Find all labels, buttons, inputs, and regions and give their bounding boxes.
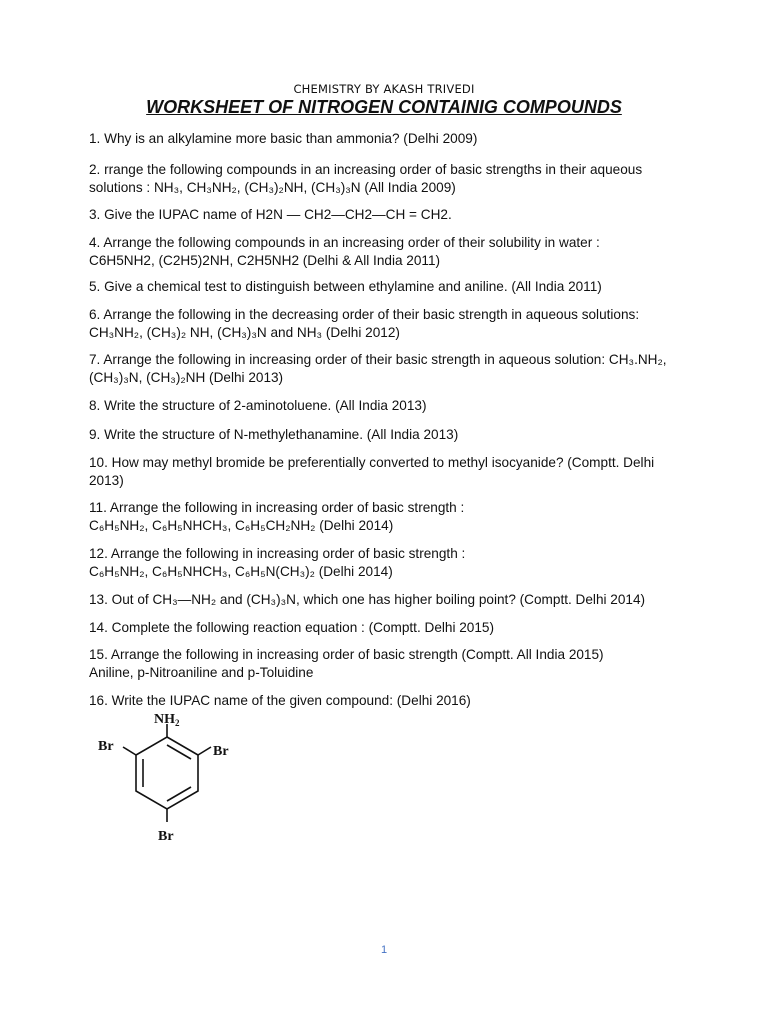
question-6: [89, 306, 689, 342]
question-text-continued: CH₃NH₂, (CH₃)₂ NH, (CH₃)₃N and NH₃ (Delhi 2012): [89, 325, 400, 340]
bromo-bond-left: [123, 747, 136, 755]
question-text: 15. Arrange the following in increasing order of basic strength (Comptt. All India 2015): [89, 647, 604, 662]
benzene-ring: [123, 724, 211, 822]
question-text-continued: C6H5NH2, (C2H5)2NH, C2H5NH2 (Delhi & All India 2011): [89, 253, 441, 268]
question-15: [89, 646, 689, 682]
bromo-bond-right: [198, 747, 211, 755]
question-text: 8. Write the structure of 2-aminotoluene. (All India 2013): [89, 398, 427, 413]
question-text-continued: solutions : NH₃, CH₃NH₂, (CH₃)₂NH, (CH₃)₃N (All India 2009): [89, 180, 456, 195]
question-text: 4. Arrange the following compounds in an increasing order of their solubility in water :: [89, 235, 600, 250]
amino-label: $NH_2$: [154, 712, 180, 728]
bromo-label-left: Br: [98, 739, 114, 754]
question-text: 10. How may methyl bromide be preferentially converted to methyl isocyanide? (Comptt. Delhi: [89, 455, 655, 470]
question-14: [89, 619, 689, 637]
question-16: [89, 692, 689, 710]
question-text-continued: C₆H₅NH₂, C₆H₅NHCH₃, C₆H₅N(CH₃)₂ (Delhi 2014): [89, 564, 393, 579]
question-text: 7. Arrange the following in increasing order of their basic strength in aqueous solution: CH₃.NH₂,: [89, 352, 667, 367]
question-7: [89, 351, 689, 387]
question-3: [89, 206, 689, 224]
bromo-label-bottom: Br: [158, 829, 174, 844]
question-text: 1. Why is an alkylamine more basic than ammonia? (Delhi 2009): [89, 131, 478, 146]
question-text-continued: (CH₃)₃N, (CH₃)₂NH (Delhi 2013): [89, 370, 284, 385]
page-number: 1: [380, 944, 388, 956]
question-4: [89, 234, 689, 270]
question-10: [89, 454, 689, 490]
question-text: 12. Arrange the following in increasing order of basic strength :: [89, 546, 466, 561]
question-text: 6. Arrange the following in the decreasing order of their basic strength in aqueous solutions:: [89, 307, 640, 322]
question-text: 14. Complete the following reaction equation : (Comptt. Delhi 2015): [89, 620, 495, 635]
question-text: 2. rrange the following compounds in an increasing order of basic strengths in their aqueous: [89, 162, 643, 177]
tribromoaniline-structure: [92, 712, 252, 852]
question-text: 13. Out of CH₃—NH₂ and (CH₃)₃N, which one has higher boiling point? (Comptt. Delhi 2014): [89, 592, 646, 607]
question-text: 3. Give the IUPAC name of H2N — CH2—CH2—CH = CH2.: [89, 207, 452, 222]
question-text: 9. Write the structure of N-methylethanamine. (All India 2013): [89, 427, 459, 442]
question-text-continued: Aniline, p-Nitroaniline and p-Toluidine: [89, 665, 314, 680]
question-12: [89, 545, 689, 581]
question-text: 16. Write the IUPAC name of the given compound: (Delhi 2016): [89, 693, 471, 708]
question-11: [89, 499, 689, 535]
question-9: [89, 426, 689, 444]
question-1: [89, 130, 689, 148]
question-text: 11. Arrange the following in increasing order of basic strength :: [89, 500, 465, 515]
question-2: [89, 161, 689, 197]
question-5: [89, 278, 689, 296]
question-13: [89, 591, 689, 609]
question-text: 5. Give a chemical test to distinguish between ethylamine and aniline. (All India 2011): [89, 279, 602, 294]
bromo-label-right: Br: [213, 744, 229, 759]
question-8: [89, 397, 689, 415]
author-line: CHEMISTRY BY AKASH TRIVEDI: [293, 82, 475, 96]
question-text-continued: 2013): [89, 473, 124, 488]
question-text-continued: C₆H₅NH₂, C₆H₅NHCH₃, C₆H₅CH₂NH₂ (Delhi 2014): [89, 518, 394, 533]
worksheet-title: WORKSHEET OF NITROGEN CONTAINIG COMPOUNDS: [146, 97, 622, 117]
